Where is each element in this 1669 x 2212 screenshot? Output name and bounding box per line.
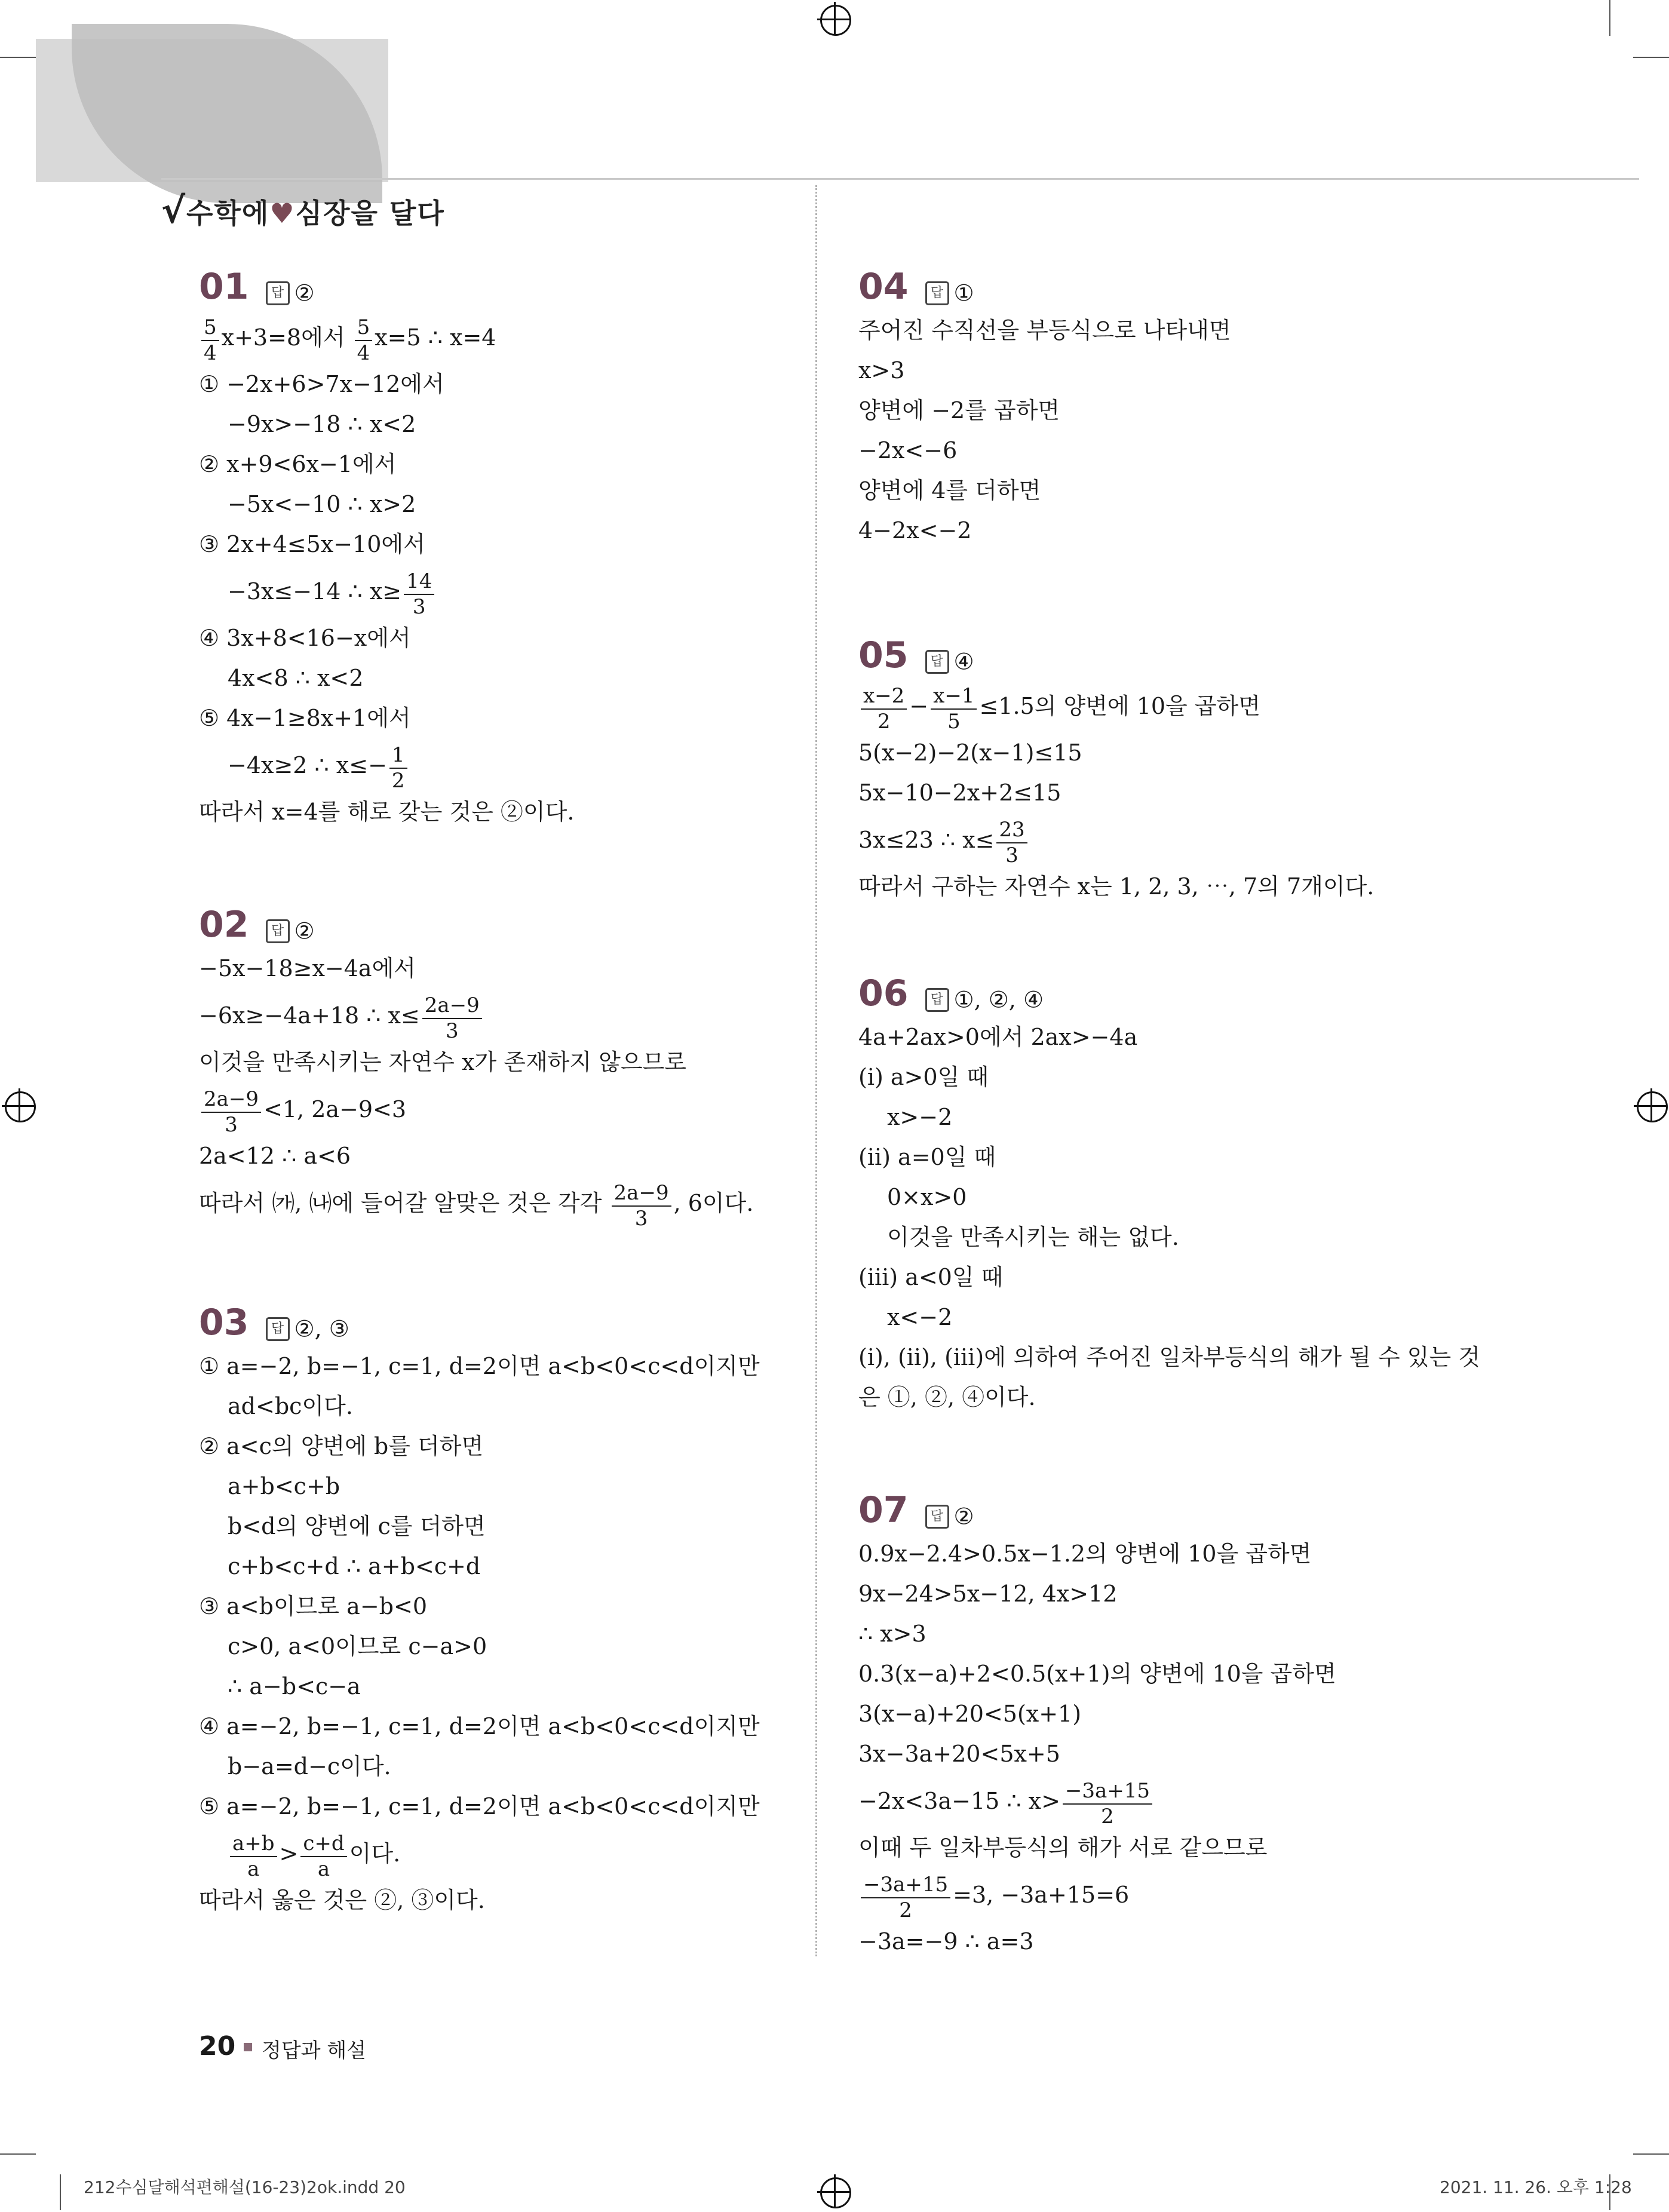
solution-line xyxy=(858,679,1456,733)
fraction xyxy=(389,743,407,793)
solution-line: (ⅲ) a<0일 때 xyxy=(858,1264,1004,1290)
fraction-denominator: 3 xyxy=(412,594,426,619)
fraction-denominator: 2 xyxy=(877,709,891,734)
solution-line: c>0, a<0이므로 c−a>0 xyxy=(228,1633,487,1659)
fraction-denominator: 2 xyxy=(391,768,405,793)
solution-line: 이것을 만족시키는 자연수 x가 존재하지 않으므로 xyxy=(199,1049,686,1075)
fraction-numerator: −3a+15 xyxy=(861,1872,950,1898)
solution-line: a+b<c+b xyxy=(228,1473,340,1499)
fraction-numerator: 23 xyxy=(996,817,1027,843)
solution-line xyxy=(199,1082,796,1136)
solution-line xyxy=(199,311,796,364)
fraction-denominator: 4 xyxy=(204,340,217,365)
fraction-numerator: 2a−9 xyxy=(201,1087,261,1113)
problem-number: 06 xyxy=(858,972,909,1014)
math-text: −6x≥−4a+18 ∴ x≤ xyxy=(199,1002,420,1029)
math-text: , 6이다. xyxy=(673,1190,754,1216)
crop-mark xyxy=(1633,57,1669,58)
solution-line: 따라서 x=4를 해로 갖는 것은 ②이다. xyxy=(199,799,575,825)
logo-text-1: 수학에 xyxy=(186,197,270,229)
problem-block xyxy=(199,1299,796,1920)
solution-line: 이때 두 일차부등식의 해가 서로 같으므로 xyxy=(858,1834,1268,1861)
solution-line: 9x−24>5x−12, 4x>12 xyxy=(858,1581,1118,1607)
solution-line: ② a<c의 양변에 b를 더하면 xyxy=(199,1433,484,1459)
problem-block xyxy=(858,970,1480,1418)
logo-text-2: 심장을 달다 xyxy=(295,197,445,229)
fraction xyxy=(861,683,907,734)
solution-line: (ⅰ), (ⅱ), (ⅲ)에 의하여 주어진 일차부등식의 해가 될 수 있는 것 xyxy=(858,1344,1480,1370)
problem-header xyxy=(858,970,1456,1017)
solution-line: ① a=−2, b=−1, c=1, d=2이면 a<b<0<c<d이지만 xyxy=(199,1353,760,1379)
solution-line: 따라서 옳은 것은 ②, ③이다. xyxy=(199,1887,485,1913)
answer-icon: 답 xyxy=(266,1317,290,1341)
solution-line: −5x−18≥x−4a에서 xyxy=(199,955,416,981)
solution-line: ∴ a−b<c−a xyxy=(228,1673,361,1699)
math-text: x+3=8에서 xyxy=(221,324,352,351)
math-text: 3x≤23 ∴ x≤ xyxy=(858,827,995,853)
solution-line: 양변에 −2를 곱하면 xyxy=(858,397,1060,424)
fraction-denominator: 2 xyxy=(1101,1804,1114,1828)
solution-line: ④ 3x+8<16−x에서 xyxy=(199,625,411,651)
answer-icon: 답 xyxy=(266,281,290,305)
solution-line xyxy=(858,813,1456,867)
solution-line: 주어진 수직선을 부등식으로 나타내면 xyxy=(858,317,1231,343)
solution-line: c+b<c+d ∴ a+b<c+d xyxy=(228,1553,481,1579)
math-text: −3x≤−14 ∴ x≥ xyxy=(228,578,402,605)
solution-line: 3(x−a)+20<5(x+1) xyxy=(858,1701,1082,1727)
solution-line: (ⅰ) a>0일 때 xyxy=(858,1064,989,1090)
crop-mark xyxy=(1633,2153,1669,2155)
solution-line xyxy=(199,564,796,618)
problem-block xyxy=(858,1486,1456,1962)
fraction-numerator: 5 xyxy=(355,315,373,341)
crop-mark xyxy=(60,2174,61,2210)
solution-line: x<−2 xyxy=(887,1304,953,1330)
problem-header xyxy=(858,263,1456,311)
fraction-denominator: 2 xyxy=(899,1898,912,1922)
answer-choice: ② xyxy=(953,1503,974,1530)
solution-line: −2x<−6 xyxy=(858,437,958,464)
fraction-denominator: 3 xyxy=(634,1206,648,1231)
answer-icon: 답 xyxy=(925,650,949,674)
math-text: > xyxy=(279,1840,299,1867)
problem-header xyxy=(858,1486,1456,1534)
footer-section-title: 정답과 해설 xyxy=(262,2039,367,2063)
fraction xyxy=(861,1872,950,1922)
solution-line: ④ a=−2, b=−1, c=1, d=2이면 a<b<0<c<d이지만 xyxy=(199,1713,760,1739)
fraction xyxy=(230,1831,277,1881)
solution-line: 5x−10−2x+2≤15 xyxy=(858,780,1061,806)
fraction-numerator: 2a−9 xyxy=(422,993,482,1019)
problem-header xyxy=(199,263,796,311)
solution-line: ∴ x>3 xyxy=(858,1621,926,1647)
solution-line: 0×x>0 xyxy=(887,1184,967,1210)
fraction xyxy=(201,1087,261,1137)
fraction xyxy=(931,683,977,734)
fraction xyxy=(404,569,434,619)
footer-square-icon xyxy=(244,2043,252,2051)
math-text: <1, 2a−9<3 xyxy=(263,1096,407,1122)
fraction xyxy=(996,817,1027,867)
solution-line: ③ 2x+4≤5x−10에서 xyxy=(199,531,425,557)
solution-line: b<d의 양변에 c를 더하면 xyxy=(228,1513,486,1539)
solution-line: 이것을 만족시키는 해는 없다. xyxy=(887,1224,1179,1250)
problem-number: 02 xyxy=(199,904,249,946)
math-text: −2x<3a−15 ∴ x> xyxy=(858,1788,1060,1814)
fraction-denominator: a xyxy=(247,1857,260,1881)
fraction xyxy=(201,315,219,365)
fraction-numerator: 2a−9 xyxy=(612,1180,671,1207)
fraction-numerator: a+b xyxy=(230,1831,277,1857)
solution-line: ① −2x+6>7x−12에서 xyxy=(199,371,444,397)
solution-line: ad<bc이다. xyxy=(228,1393,353,1419)
fraction-numerator: x−1 xyxy=(931,683,977,710)
fraction xyxy=(612,1180,671,1231)
left-column xyxy=(199,263,796,1920)
solution-line: −3a=−9 ∴ a=3 xyxy=(858,1928,1034,1955)
problem-block xyxy=(858,263,1456,551)
answer-choice: ④ xyxy=(953,648,974,675)
fraction-denominator: 4 xyxy=(357,340,370,365)
right-column xyxy=(858,263,1480,1962)
fraction-denominator: 3 xyxy=(445,1018,459,1043)
fraction xyxy=(1063,1778,1152,1828)
solution-line xyxy=(199,1176,796,1230)
header-rule xyxy=(161,178,1639,180)
solution-line: x>−2 xyxy=(887,1104,953,1130)
answer-choice: ① xyxy=(953,280,974,306)
problem-number: 03 xyxy=(199,1302,249,1343)
solution-line: ② x+9<6x−1에서 xyxy=(199,451,397,477)
solution-line: 양변에 4를 더하면 xyxy=(858,477,1041,504)
solution-line: 0.3(x−a)+2<0.5(x+1)의 양변에 10을 곱하면 xyxy=(858,1661,1336,1687)
answer-icon: 답 xyxy=(266,919,290,943)
solution-line: ③ a<b이므로 a−b<0 xyxy=(199,1593,428,1619)
answer-choice: ② xyxy=(294,280,315,306)
solution-line xyxy=(858,1774,1456,1828)
problem-header xyxy=(199,1299,796,1346)
solution-line: 5(x−2)−2(x−1)≤15 xyxy=(858,740,1082,766)
solution-line: 따라서 구하는 자연수 x는 1, 2, 3, ⋯, 7의 7개이다. xyxy=(858,873,1375,900)
solution-line: b−a=d−c이다. xyxy=(228,1753,391,1780)
problem-block xyxy=(858,631,1456,907)
solution-line: ⑤ a=−2, b=−1, c=1, d=2이면 a<b<0<c<d이지만 xyxy=(199,1793,760,1820)
solution-line xyxy=(199,989,796,1042)
solution-line: 4x<8 ∴ x<2 xyxy=(228,665,364,691)
fraction-denominator: 3 xyxy=(1005,843,1018,867)
solution-line: 2a<12 ∴ a<6 xyxy=(199,1143,351,1169)
print-slug-file: 212수심달해석편해설(16-23)2ok.indd 20 xyxy=(84,2177,406,2197)
solution-line: 4a+2ax>0에서 2ax>−4a xyxy=(858,1024,1138,1050)
registration-mark-right xyxy=(1637,1091,1668,1122)
math-text: − xyxy=(909,693,929,719)
problem-header xyxy=(858,631,1456,679)
fraction xyxy=(300,1831,346,1881)
fraction xyxy=(422,993,482,1043)
problem-number: 04 xyxy=(858,266,909,308)
fraction-numerator: c+d xyxy=(300,1831,346,1857)
solution-line xyxy=(199,1827,796,1880)
solution-line: 4−2x<−2 xyxy=(858,517,972,544)
solution-line xyxy=(199,738,796,792)
answer-choice: ② xyxy=(294,918,315,944)
column-divider xyxy=(815,185,817,1956)
math-text: =3, −3a+15=6 xyxy=(953,1882,1130,1908)
answer-icon: 답 xyxy=(925,1505,949,1529)
solution-line xyxy=(858,1868,1456,1922)
answer-icon: 답 xyxy=(925,988,949,1012)
solution-line: 은 ①, ②, ④이다. xyxy=(858,1384,1036,1410)
solution-line: −9x>−18 ∴ x<2 xyxy=(228,411,416,437)
fraction-denominator: a xyxy=(317,1857,330,1881)
answer-choice: ②, ③ xyxy=(294,1315,349,1342)
registration-mark-top xyxy=(820,5,851,36)
problem-block xyxy=(199,263,796,832)
problem-number: 05 xyxy=(858,634,909,676)
solution-line: −5x<−10 ∴ x>2 xyxy=(228,491,416,517)
solution-line: 3x−3a+20<5x+5 xyxy=(858,1741,1060,1767)
solution-line: 0.9x−2.4>0.5x−1.2의 양변에 10을 곱하면 xyxy=(858,1541,1312,1567)
solution-line: x>3 xyxy=(858,357,905,384)
solution-line: ⑤ 4x−1≥8x+1에서 xyxy=(199,705,411,731)
registration-mark-bottom xyxy=(820,2177,851,2208)
registration-mark-left xyxy=(5,1091,36,1122)
problem-number: 01 xyxy=(199,266,249,308)
fraction-numerator: 5 xyxy=(201,315,219,341)
math-text: ≤1.5의 양변에 10을 곱하면 xyxy=(979,693,1260,719)
crop-mark xyxy=(0,2153,36,2155)
fraction-numerator: −3a+15 xyxy=(1063,1778,1152,1805)
solution-line: (ⅱ) a=0일 때 xyxy=(858,1144,996,1170)
crop-mark xyxy=(0,57,36,58)
fraction-denominator: 5 xyxy=(947,709,961,734)
fraction-numerator: 1 xyxy=(389,743,407,769)
math-text: −4x≥2 ∴ x≤− xyxy=(228,752,387,778)
print-slug-date: 2021. 11. 26. 오후 1:28 xyxy=(1440,2177,1632,2197)
crop-mark xyxy=(1609,0,1610,36)
answer-icon: 답 xyxy=(925,281,949,305)
math-text: 이다. xyxy=(349,1840,401,1867)
fraction-numerator: x−2 xyxy=(861,683,907,710)
fraction xyxy=(355,315,373,365)
problem-header xyxy=(199,901,796,949)
fraction-numerator: 14 xyxy=(404,569,434,595)
fraction-denominator: 3 xyxy=(225,1112,238,1137)
problem-block xyxy=(199,901,796,1230)
math-text: 따라서 ㈎, ㈏에 들어갈 알맞은 것은 각각 xyxy=(199,1190,609,1216)
problem-number: 07 xyxy=(858,1489,909,1531)
answer-choice: ①, ②, ④ xyxy=(953,986,1044,1013)
page-number: 20 xyxy=(199,2031,236,2061)
heart-icon: ♥ xyxy=(269,197,296,229)
book-logo: √수학에♥심장을 달다 xyxy=(161,190,445,232)
math-text: x=5 ∴ x=4 xyxy=(375,324,496,351)
